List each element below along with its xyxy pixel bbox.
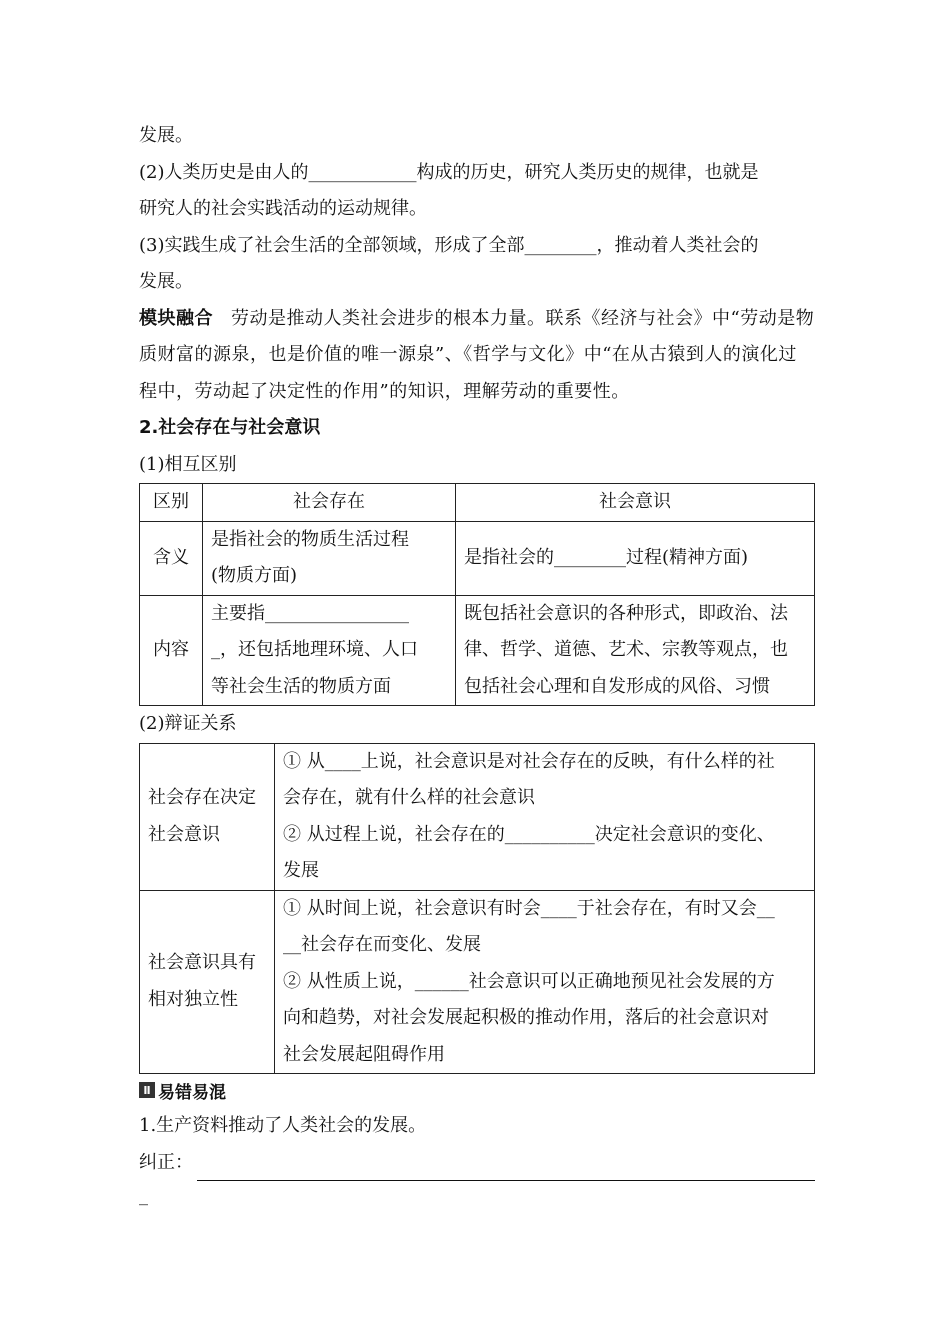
correction-line	[139, 1145, 815, 1182]
table-row	[140, 890, 815, 1074]
table-cell	[203, 521, 456, 595]
row-label	[140, 743, 275, 890]
label-line: 相对独立性	[148, 988, 238, 1010]
answer-blank[interactable]	[197, 1154, 815, 1181]
section-heading: 2.社会存在与社会意识	[139, 417, 321, 438]
label-line: 社会意识具有	[148, 952, 256, 974]
table-cell	[275, 890, 815, 1074]
cell-line: 是指社会的物质生活过程	[211, 528, 409, 550]
document-body	[139, 118, 815, 1211]
table-header-cell: 社会意识	[456, 484, 815, 522]
error-prone-heading	[139, 1078, 815, 1102]
error-item: 1.生产资料推动了人类社会的发展。	[139, 1115, 427, 1136]
text-line: (3)实践生成了社会生活的全部领域，形成了全部________，推动着人类社会的	[139, 234, 759, 256]
cell-line: 向和趋势，对社会发展起积极的推动作用，落后的社会意识对	[283, 1007, 769, 1028]
text-line: 发展。	[139, 271, 193, 292]
label-line: 社会意识	[148, 823, 220, 845]
subheading-difference: (1)相互区别	[139, 453, 237, 475]
label-line: 社会存在决定	[148, 787, 256, 808]
cell-line: 会存在，就有什么样的社会意识	[283, 787, 535, 808]
cell-line: 是指社会的________过程(精神方面)	[464, 546, 749, 568]
row-label: 含义	[140, 521, 203, 595]
cell-line: 包括社会心理和自发形成的风俗、习惯	[464, 675, 770, 697]
module-fusion-text: 劳动是推动人类社会进步的根本力量。联系《经济与社会》中“劳动是物质财富的源泉，也是价值的唯一源泉”、《哲学与文化》中“在从古猿到人的演化过程中，劳动起了决定性的作用”的知识，理解劳动的重要性。	[139, 307, 815, 402]
cell-line: ① 从时间上说，社会意识有时会____于社会存在，有时又会__	[283, 897, 775, 919]
cell-line: 等社会生活的物质方面	[211, 675, 391, 697]
table-header-cell: 社会存在	[203, 484, 456, 522]
table-cell	[456, 521, 815, 595]
cell-line: _，还包括地理环境、人口	[211, 639, 418, 660]
table-cell	[456, 595, 815, 706]
cell-line: 既包括社会意识的各种形式，即政治、法	[464, 602, 788, 624]
table-row	[140, 521, 815, 595]
section-title: 易错易混	[158, 1082, 226, 1103]
row-label	[140, 890, 275, 1074]
relation-table	[139, 743, 815, 1075]
module-fusion-paragraph	[139, 301, 815, 411]
difference-table	[139, 483, 815, 706]
cell-line: 社会发展起阻碍作用	[283, 1043, 445, 1065]
table-row	[140, 595, 815, 706]
cell-line: (物质方面)	[211, 565, 298, 586]
table-header-row	[140, 484, 815, 522]
cell-line: 律、哲学、道德、艺术、宗教等观点，也	[464, 639, 788, 660]
table-cell	[203, 595, 456, 706]
text-line: (2)人类历史是由人的____________构成的历史，研究人类历史的规律，也就是	[139, 161, 759, 183]
table-cell	[275, 743, 815, 890]
table-header-cell: 区别	[140, 484, 203, 522]
section-number-icon: Ⅱ	[139, 1082, 155, 1098]
cell-line: 发展	[283, 860, 319, 881]
text-line: 发展。	[139, 125, 193, 146]
cell-line: __社会存在而变化、发展	[283, 934, 481, 955]
cell-line: ① 从____上说，社会意识是对社会存在的反映，有什么样的社	[283, 750, 775, 772]
answer-blank-tail: _	[139, 1185, 148, 1206]
cell-line: ② 从过程上说，社会存在的__________决定社会意识的变化、	[283, 823, 775, 845]
table-row	[140, 743, 815, 890]
correction-label: 纠正：	[139, 1151, 193, 1173]
cell-line: 主要指________________	[211, 602, 409, 624]
row-label: 内容	[140, 595, 203, 706]
subheading-relation: (2)辩证关系	[139, 713, 237, 734]
cell-line: ② 从性质上说，______社会意识可以正确地预见社会发展的方	[283, 970, 775, 992]
module-fusion-tag: 模块融合	[139, 307, 213, 329]
text-line: 研究人的社会实践活动的运动规律。	[139, 198, 427, 219]
